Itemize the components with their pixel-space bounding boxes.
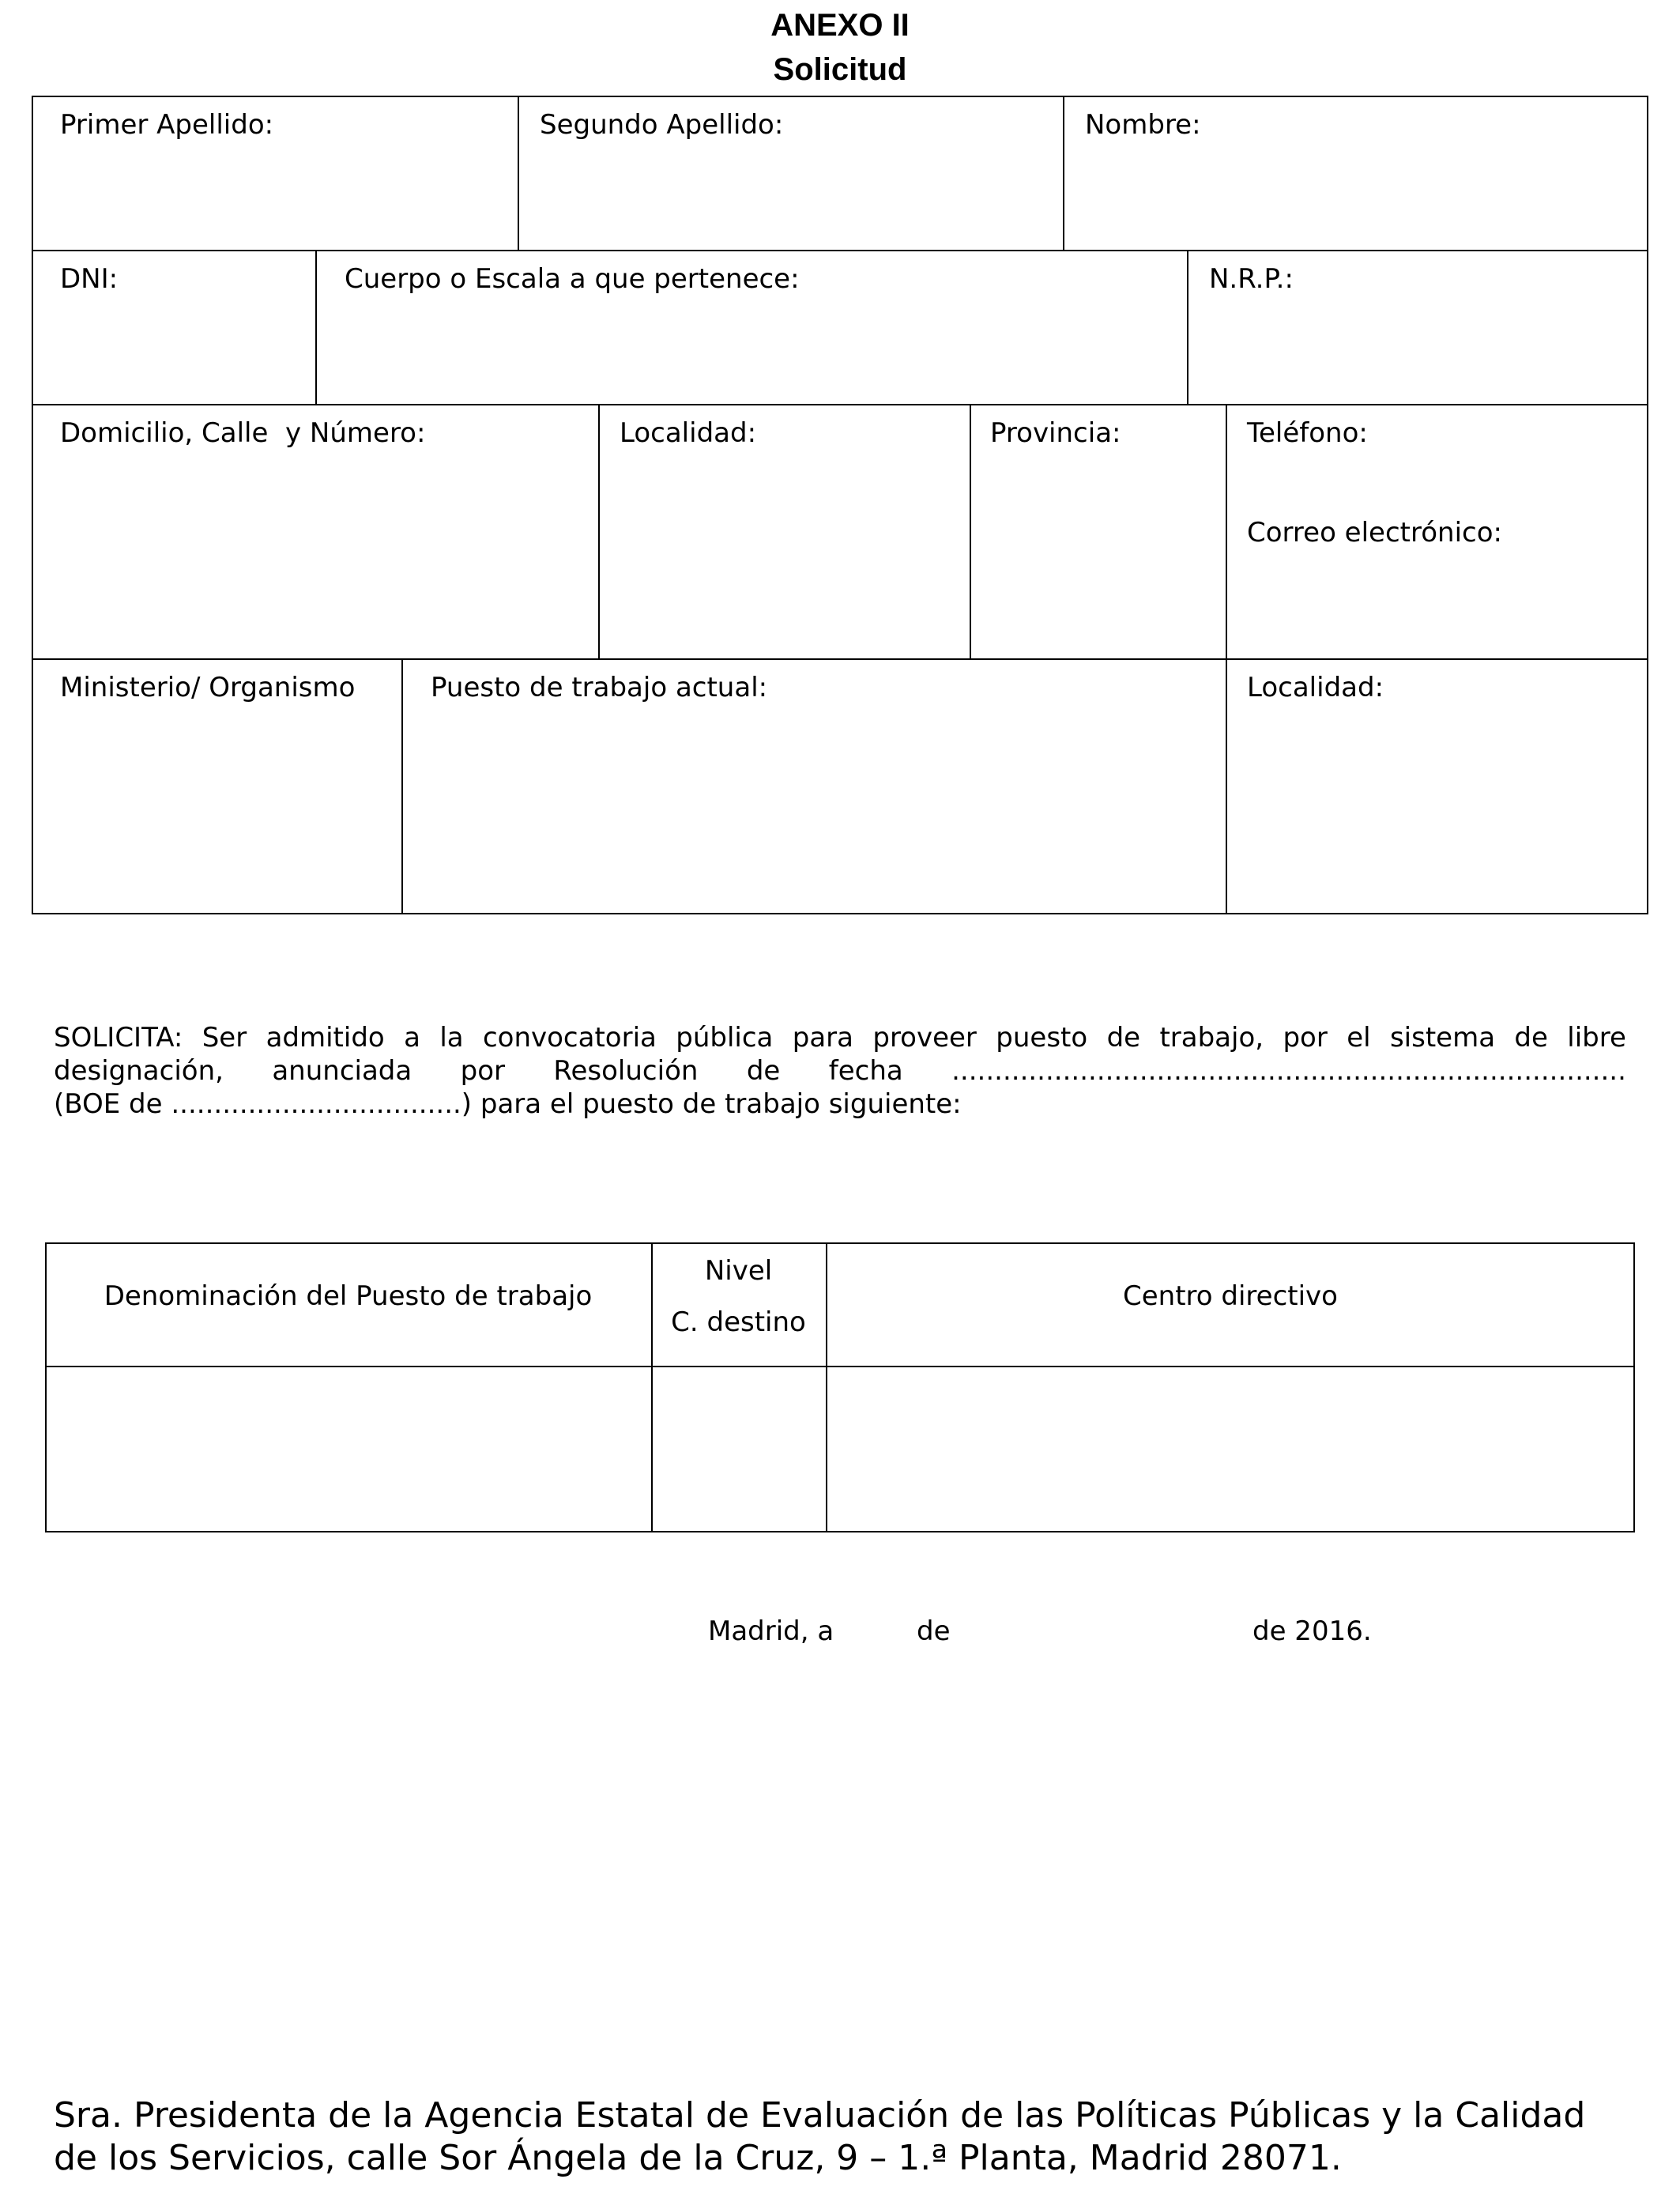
request-word: por	[460, 1055, 505, 1087]
request-word: anunciada	[272, 1055, 412, 1087]
column-divider	[315, 250, 317, 404]
request-word: la	[439, 1022, 464, 1054]
request-word: el	[1347, 1022, 1371, 1054]
request-word: designación,	[54, 1055, 224, 1087]
denominacion-input-cell[interactable]	[47, 1367, 650, 1531]
column-divider	[1187, 250, 1188, 404]
col-denominacion-header: Denominación del Puesto de trabajo	[104, 1280, 593, 1312]
domicilio-field[interactable]: Domicilio, Calle y Número:	[60, 417, 426, 449]
cuerpo-escala-field[interactable]: Cuerpo o Escala a que pertenece:	[345, 263, 800, 295]
request-word: sistema	[1389, 1022, 1496, 1054]
request-word: admitido	[266, 1022, 385, 1054]
personal-data-form	[32, 96, 1648, 914]
request-word: a	[404, 1022, 420, 1054]
puesto-actual-field[interactable]: Puesto de trabajo actual:	[431, 672, 768, 703]
document-subtitle: Solicitud	[773, 52, 907, 87]
dni-field[interactable]: DNI:	[60, 263, 119, 295]
date-place: Madrid, a	[708, 1615, 834, 1647]
request-word: trabajo,	[1159, 1022, 1264, 1054]
date-year: de 2016.	[1252, 1615, 1372, 1647]
column-divider	[401, 658, 403, 914]
correo-field[interactable]: Correo electrónico:	[1247, 517, 1502, 548]
request-line-3: (BOE de ..................................) para el puesto de trabajo siguiente:	[54, 1088, 962, 1120]
request-line-1	[54, 1021, 1626, 1054]
centro-input-cell[interactable]	[827, 1367, 1633, 1531]
request-paragraph	[54, 1021, 1626, 1121]
request-word: de	[1514, 1022, 1548, 1054]
request-word: puesto	[996, 1022, 1088, 1054]
col-nivel-header: Nivel	[704, 1255, 773, 1287]
request-word: de	[746, 1055, 781, 1087]
request-word: fecha	[828, 1055, 903, 1087]
column-divider	[598, 404, 600, 658]
request-word: Ser	[202, 1022, 247, 1054]
request-word: ...............................................................................	[951, 1055, 1626, 1087]
col-centro-header: Centro directivo	[1123, 1280, 1338, 1312]
col-nivel-header-line2: C. destino	[671, 1306, 806, 1338]
column-divider	[518, 96, 519, 250]
nivel-input-cell[interactable]	[653, 1367, 824, 1531]
request-word: por	[1283, 1022, 1328, 1054]
request-word: SOLICITA:	[54, 1022, 183, 1054]
ministerio-field[interactable]: Ministerio/ Organismo	[60, 672, 356, 703]
row-divider	[32, 250, 1648, 251]
telefono-field[interactable]: Teléfono:	[1247, 417, 1368, 449]
date-de: de	[917, 1615, 951, 1647]
document-title: ANEXO II	[770, 8, 910, 43]
request-word: proveer	[872, 1022, 977, 1054]
column-divider	[1063, 96, 1064, 250]
primer-apellido-field[interactable]: Primer Apellido:	[60, 109, 274, 141]
provincia-field[interactable]: Provincia:	[990, 417, 1121, 449]
localidad-field[interactable]: Localidad:	[620, 417, 757, 449]
request-word: de	[1106, 1022, 1141, 1054]
request-word: pública	[676, 1022, 774, 1054]
column-divider	[1226, 658, 1227, 914]
row-divider	[32, 404, 1648, 405]
localidad-trabajo-field[interactable]: Localidad:	[1247, 672, 1384, 703]
addressee-footer: Sra. Presidenta de la Agencia Estatal de Evaluación de las Políticas Públicas y la Calidad de los Servicios, calle Sor Ángela de la Cruz, 9 – 1.ª Planta, Madrid 28071.	[54, 2095, 1586, 2178]
request-word: Resolución	[553, 1055, 699, 1087]
request-word: para	[792, 1022, 853, 1054]
request-word: libre	[1567, 1022, 1626, 1054]
nombre-field[interactable]: Nombre:	[1085, 109, 1201, 141]
row-divider	[32, 658, 1648, 660]
segundo-apellido-field[interactable]: Segundo Apellido:	[540, 109, 784, 141]
request-line-2	[54, 1054, 1626, 1088]
request-word: convocatoria	[482, 1022, 657, 1054]
column-divider	[970, 404, 971, 658]
nrp-field[interactable]: N.R.P.:	[1209, 263, 1294, 295]
column-divider	[1226, 404, 1227, 658]
